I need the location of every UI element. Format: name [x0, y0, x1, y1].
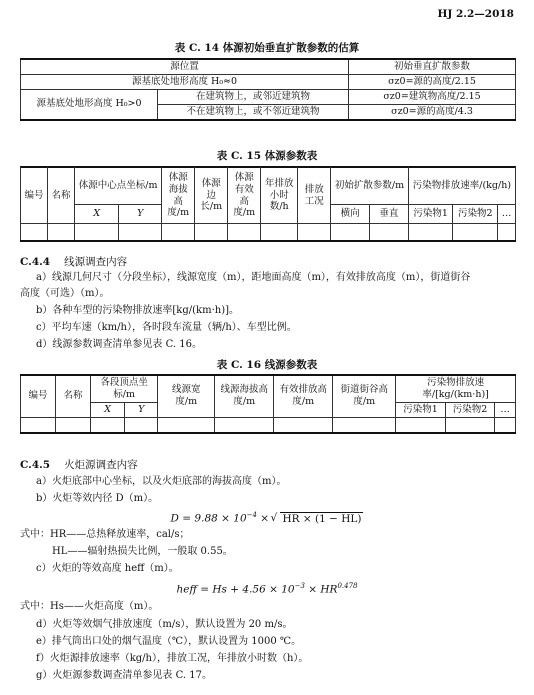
c45-item-g: g）火炬源参数调查清单参见表 C. 17。 — [36, 670, 212, 681]
table-c14-title: 表 C. 14 体源初始垂直扩散参数的估算 — [174, 42, 360, 54]
c44-item-d: d）线源参数调查清单参见表 C. 16。 — [36, 339, 202, 350]
section-c44-title: 线源调查内容 — [64, 256, 128, 268]
c15-h-hours: 年排放小时数/h — [261, 167, 298, 224]
c44-item-a: a）线源几何尺寸（分段坐标），线源宽度（m），距地面高度（m），有效排放高度（m），街道街谷 — [36, 272, 471, 283]
c16-data-cell — [21, 417, 56, 433]
c44-item-c: c）平均车速（km/h），各时段车流量（辆/h）、车型比例。 — [36, 322, 297, 333]
table-c15 — [20, 166, 516, 242]
c15-h-rate: 污染物排放速率/(kg/h) — [408, 167, 515, 205]
c16-data-cell — [91, 417, 125, 433]
c15-h-id: 编号 — [21, 167, 48, 224]
c16-data-cell — [274, 417, 333, 433]
c45-item-e: e）排气筒出口处的烟气温度（℃），默认设置为 1000 ℃。 — [36, 636, 302, 647]
c15-h-alt: 体源海拔高度/m — [162, 167, 195, 224]
c16-h-rate: 污染物排放速率/[kg/(km·h)] — [396, 375, 516, 402]
c16-h-dots: … — [495, 402, 516, 417]
formula-equivalent-diameter: $D = 9.88 \times 10^{-4}$ × √ HR × (1 − HL) — [0, 511, 534, 526]
c44-item-b: b）各种车型的污染物排放速率[kg/(km·h)]。 — [36, 305, 239, 316]
c15-h-center: 体源中心点坐标/m — [75, 167, 162, 205]
c14-row1-position: 源基底处地形高度 H₀≈0 — [21, 74, 349, 89]
c15-h-y: Y — [119, 205, 162, 224]
c45-item-f: f）火炬源排放速率（kg/h），排放工况，年排放小时数（h）。 — [36, 653, 309, 664]
c15-h-p2: 污染物2 — [453, 205, 498, 224]
standard-code: HJ 2.2—2018 — [437, 8, 514, 20]
c15-data-cell — [75, 224, 119, 242]
c15-data-cell — [261, 224, 298, 242]
c14-row3-value: σz0=源的高度/4.3 — [349, 104, 516, 119]
c16-h-id: 编号 — [21, 375, 56, 417]
c14-row1-value: σz0=源的高度/2.15 — [349, 74, 516, 89]
c16-data-cell — [396, 417, 446, 433]
c15-h-horiz: 横向 — [331, 205, 370, 224]
section-c44-number: C.4.4 — [20, 256, 51, 268]
c15-data-cell — [331, 224, 370, 242]
section-c45-heading — [20, 459, 138, 472]
c45-where-hs: 式中：Hs——火炬高度（m）。 — [20, 601, 159, 612]
c16-h-width: 线源宽度/m — [158, 375, 215, 417]
table-c14 — [20, 58, 516, 121]
c15-h-x: X — [75, 205, 119, 224]
c15-h-p1: 污染物1 — [408, 205, 453, 224]
c15-data-cell — [21, 224, 48, 242]
c45-item-b: b）火炬等效内径 D（m）。 — [36, 493, 159, 504]
c15-h-cond: 排放工况 — [298, 167, 331, 224]
table-c16 — [20, 374, 516, 434]
c45-where-hr: 式中：HR——总热释放速率，cal/s； — [20, 529, 190, 540]
c16-data-cell — [125, 417, 158, 433]
table-c16-title: 表 C. 16 线源参数表 — [216, 359, 318, 371]
c45-item-a: a）火炬底部中心坐标，以及火炬底部的海拔高度（m）。 — [36, 476, 287, 487]
c16-h-name: 名称 — [56, 375, 91, 417]
c16-data-cell — [215, 417, 274, 433]
c15-data-cell — [48, 224, 75, 242]
c15-data-cell — [408, 224, 453, 242]
c14-row2-position: 在建筑物上，或邻近建筑物 — [158, 89, 349, 104]
c45-item-d: d）火炬等效烟气排放速度（m/s），默认设置为 20 m/s。 — [36, 619, 293, 630]
c14-row3-position: 不在建筑物上，或不邻近建筑物 — [158, 104, 349, 119]
c16-data-cell — [56, 417, 91, 433]
c16-h-p2: 污染物2 — [445, 402, 495, 417]
c15-data-cell — [228, 224, 261, 242]
c15-data-cell — [298, 224, 331, 242]
sqrt-symbol: √ HR × (1 − HL) — [272, 513, 363, 526]
c14-row2-value: σz0=建筑物高度/2.15 — [349, 89, 516, 104]
section-c45-number: C.4.5 — [20, 459, 51, 471]
c14-col-position: 源位置 — [21, 59, 349, 74]
c15-data-cell — [370, 224, 409, 242]
c16-h-canyon: 街道街谷高度/m — [333, 375, 396, 417]
c15-h-init: 初始扩散参数/m — [331, 167, 409, 205]
c45-item-c: c）火炬的等效高度 heff（m）。 — [36, 563, 179, 574]
c16-h-eff: 有效排放高度/m — [274, 375, 333, 417]
c15-h-dots: … — [498, 205, 516, 224]
c15-data-cell — [119, 224, 162, 242]
c16-h-x: X — [91, 402, 125, 417]
c16-h-alt: 线源海拔高度/m — [215, 375, 274, 417]
c15-h-height: 体源有效高度/m — [228, 167, 261, 224]
c44-item-a-cont: 高度（可选）（m）。 — [20, 288, 110, 299]
formula-effective-height: heff = $Hs + 4.56 \times 10^{-3} \times HR^{0.478}$ — [176, 582, 358, 596]
c15-h-name: 名称 — [48, 167, 75, 224]
c15-data-cell — [498, 224, 516, 242]
c16-data-cell — [445, 417, 495, 433]
c16-h-p1: 污染物1 — [396, 402, 446, 417]
table-c15-title: 表 C. 15 体源参数表 — [216, 150, 318, 162]
c15-h-vert: 垂直 — [370, 205, 409, 224]
c14-col-param: 初始垂直扩散参数 — [349, 59, 516, 74]
c15-data-cell — [195, 224, 228, 242]
c15-data-cell — [453, 224, 498, 242]
c16-data-cell — [158, 417, 215, 433]
c16-h-y: Y — [125, 402, 158, 417]
c15-h-side: 体源边长/m — [195, 167, 228, 224]
c16-data-cell — [495, 417, 516, 433]
c45-where-hl: HL——辐射热损失比例，一般取 0.55。 — [52, 546, 233, 557]
c15-data-cell — [162, 224, 195, 242]
c14-group-label: 源基底处地形高度 H₀>0 — [21, 89, 158, 119]
section-c44-heading — [20, 256, 127, 269]
section-c45-title: 火炬源调查内容 — [64, 459, 138, 471]
c16-data-cell — [333, 417, 396, 433]
c16-h-coord: 各段顶点坐标/m — [91, 375, 158, 402]
